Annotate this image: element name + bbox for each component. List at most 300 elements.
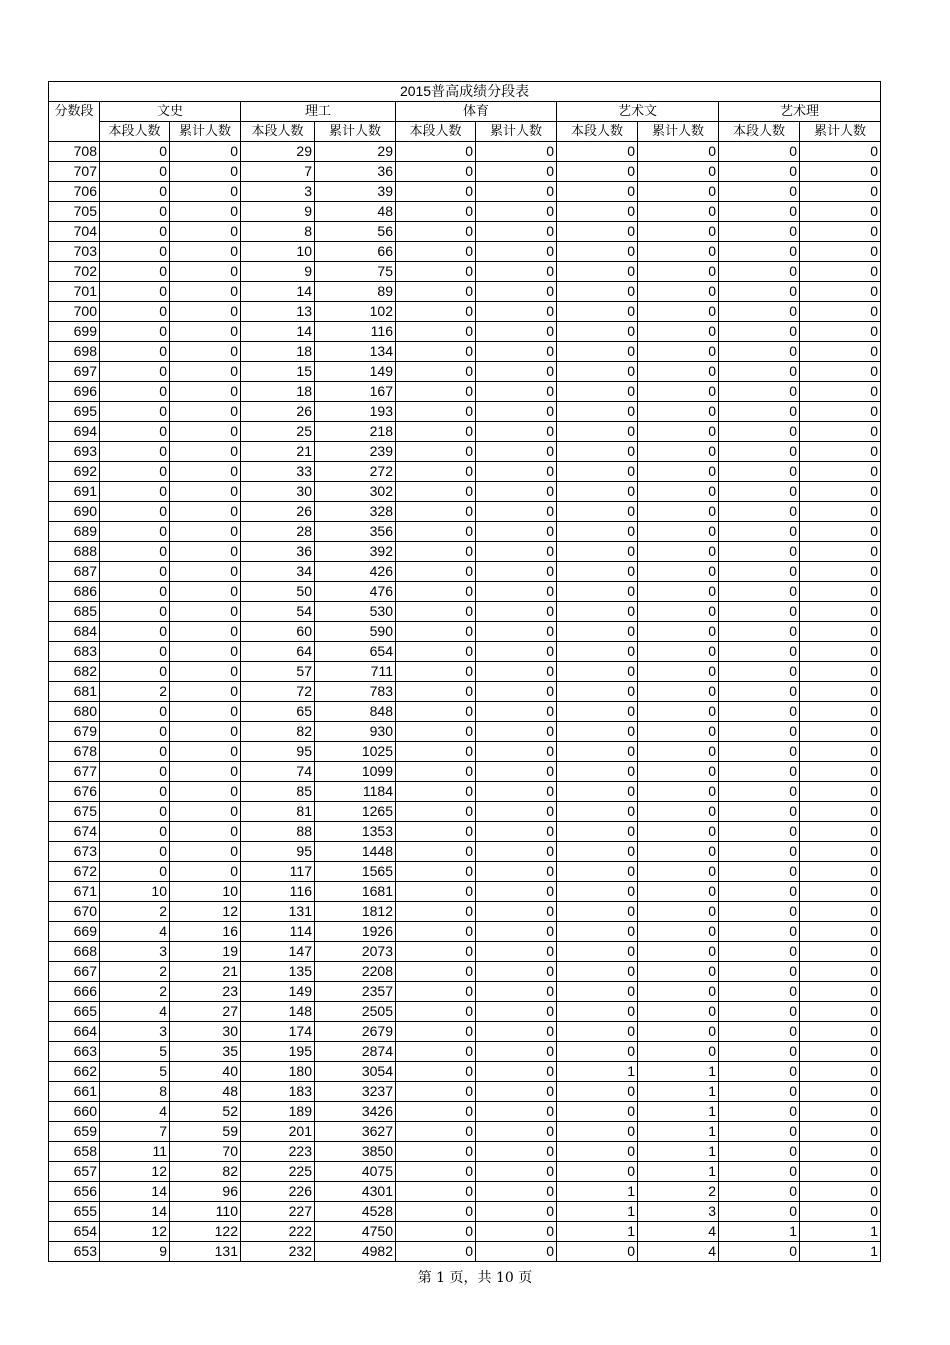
count-cell: 0 [638,942,719,962]
count-cell: 0 [800,162,881,182]
count-cell: 0 [396,1002,476,1022]
count-cell: 82 [241,722,315,742]
count-cell: 117 [241,862,315,882]
count-cell: 1 [638,1142,719,1162]
count-cell: 0 [476,1122,557,1142]
count-cell: 0 [396,1122,476,1142]
score-cell: 708 [49,142,100,162]
count-cell: 0 [170,602,241,622]
count-cell: 0 [557,282,638,302]
count-cell: 0 [170,302,241,322]
count-cell: 64 [241,642,315,662]
count-cell: 0 [557,582,638,602]
count-cell: 0 [100,162,170,182]
count-cell: 11 [100,1142,170,1162]
count-cell: 0 [557,942,638,962]
count-cell: 0 [170,322,241,342]
count-cell: 36 [241,542,315,562]
count-cell: 530 [315,602,396,622]
count-cell: 0 [170,822,241,842]
count-cell: 0 [170,162,241,182]
count-cell: 0 [100,322,170,342]
count-cell: 0 [719,582,800,602]
count-cell: 1 [800,1242,881,1262]
count-cell: 0 [800,962,881,982]
table-row [49,1242,881,1262]
count-cell: 0 [100,382,170,402]
count-cell: 0 [557,442,638,462]
count-cell: 0 [719,162,800,182]
count-cell: 0 [476,342,557,362]
count-cell: 0 [476,802,557,822]
count-cell: 147 [241,942,315,962]
count-cell: 0 [719,622,800,642]
count-cell: 26 [241,402,315,422]
count-cell: 0 [557,822,638,842]
count-cell: 95 [241,842,315,862]
count-cell: 0 [800,142,881,162]
count-cell: 0 [800,242,881,262]
count-cell: 0 [557,1142,638,1162]
count-cell: 3426 [315,1102,396,1122]
count-cell: 110 [170,1202,241,1222]
table-row [49,522,881,542]
count-cell: 82 [170,1162,241,1182]
count-cell: 0 [557,182,638,202]
count-cell: 0 [396,382,476,402]
score-cell: 673 [49,842,100,862]
count-cell: 0 [557,1042,638,1062]
score-cell: 704 [49,222,100,242]
count-cell: 0 [557,602,638,622]
count-cell: 0 [170,802,241,822]
score-cell: 669 [49,922,100,942]
score-cell: 683 [49,642,100,662]
count-cell: 0 [396,902,476,922]
count-cell: 239 [315,442,396,462]
count-cell: 0 [476,982,557,1002]
count-cell: 0 [476,1042,557,1062]
count-cell: 0 [396,882,476,902]
count-cell: 0 [396,1182,476,1202]
count-cell: 0 [100,502,170,522]
count-cell: 0 [557,702,638,722]
score-cell: 702 [49,262,100,282]
count-cell: 1681 [315,882,396,902]
count-cell: 0 [170,242,241,262]
count-cell: 0 [800,502,881,522]
count-cell: 0 [800,1122,881,1142]
table-row [49,342,881,362]
count-cell: 14 [241,282,315,302]
count-cell: 0 [638,822,719,842]
count-cell: 36 [315,162,396,182]
count-cell: 0 [719,242,800,262]
count-cell: 0 [396,502,476,522]
count-cell: 0 [170,782,241,802]
count-cell: 23 [170,982,241,1002]
count-cell: 0 [638,802,719,822]
count-cell: 0 [476,1142,557,1162]
count-cell: 0 [557,362,638,382]
count-cell: 30 [241,482,315,502]
table-row [49,422,881,442]
count-cell: 0 [638,502,719,522]
count-cell: 0 [396,522,476,542]
count-cell: 0 [396,662,476,682]
count-cell: 0 [800,462,881,482]
group-header-wenshi: 文史 [100,102,241,122]
count-cell: 29 [315,142,396,162]
count-cell: 0 [476,322,557,342]
table-row [49,1142,881,1162]
count-cell: 0 [476,162,557,182]
count-cell: 4 [100,1102,170,1122]
score-cell: 679 [49,722,100,742]
count-cell: 0 [396,1242,476,1262]
count-cell: 4 [100,922,170,942]
table-row [49,382,881,402]
count-cell: 0 [638,342,719,362]
score-cell: 706 [49,182,100,202]
count-cell: 75 [315,262,396,282]
table-row [49,1062,881,1082]
count-cell: 0 [719,542,800,562]
table-row [49,162,881,182]
count-cell: 0 [476,1182,557,1202]
count-cell: 0 [396,182,476,202]
count-cell: 0 [100,362,170,382]
count-cell: 0 [476,202,557,222]
table-row [49,902,881,922]
score-cell: 675 [49,802,100,822]
count-cell: 0 [719,182,800,202]
count-cell: 0 [638,1042,719,1062]
count-cell: 4 [638,1222,719,1242]
count-cell: 0 [396,1082,476,1102]
count-cell: 1 [800,1222,881,1242]
count-cell: 0 [719,1002,800,1022]
count-cell: 0 [396,922,476,942]
count-cell: 0 [396,1142,476,1162]
count-cell: 66 [315,242,396,262]
count-cell: 72 [241,682,315,702]
count-cell: 0 [638,262,719,282]
table-row [49,1082,881,1102]
count-cell: 81 [241,802,315,822]
table-row [49,322,881,342]
count-cell: 0 [719,762,800,782]
count-cell: 0 [100,782,170,802]
count-cell: 0 [170,522,241,542]
table-row [49,662,881,682]
count-cell: 222 [241,1222,315,1242]
score-cell: 692 [49,462,100,482]
count-cell: 0 [396,222,476,242]
count-cell: 0 [800,782,881,802]
count-cell: 0 [800,942,881,962]
count-cell: 0 [638,1022,719,1042]
count-cell: 0 [476,562,557,582]
count-cell: 3 [100,942,170,962]
count-cell: 1926 [315,922,396,942]
table-row [49,862,881,882]
count-cell: 131 [170,1242,241,1262]
score-cell: 676 [49,782,100,802]
score-cell: 689 [49,522,100,542]
count-cell: 1 [719,1222,800,1242]
count-cell: 149 [241,982,315,1002]
count-cell: 0 [800,802,881,822]
score-cell: 701 [49,282,100,302]
count-cell: 0 [557,922,638,942]
score-cell: 694 [49,422,100,442]
score-cell: 674 [49,822,100,842]
count-cell: 0 [170,742,241,762]
score-cell: 667 [49,962,100,982]
score-cell: 705 [49,202,100,222]
count-cell: 0 [638,742,719,762]
count-cell: 0 [557,142,638,162]
count-cell: 4982 [315,1242,396,1262]
group-header-tiyu: 体育 [396,102,557,122]
count-cell: 930 [315,722,396,742]
count-cell: 0 [638,422,719,442]
count-cell: 14 [100,1182,170,1202]
count-cell: 0 [396,1022,476,1042]
group-header-yishuli: 艺术理 [719,102,881,122]
count-cell: 0 [638,782,719,802]
count-cell: 0 [100,142,170,162]
count-cell: 0 [638,202,719,222]
count-cell: 39 [315,182,396,202]
count-cell: 0 [557,502,638,522]
count-cell: 0 [800,1082,881,1102]
score-cell: 665 [49,1002,100,1022]
count-cell: 0 [557,902,638,922]
count-cell: 0 [719,262,800,282]
table-row [49,642,881,662]
count-cell: 426 [315,562,396,582]
table-row [49,1102,881,1122]
count-cell: 0 [719,1082,800,1102]
count-cell: 0 [170,402,241,422]
count-cell: 0 [719,1022,800,1042]
count-cell: 0 [719,802,800,822]
count-cell: 0 [719,782,800,802]
count-cell: 654 [315,642,396,662]
table-row [49,242,881,262]
score-cell: 668 [49,942,100,962]
table-row [49,582,881,602]
count-cell: 0 [719,1102,800,1122]
count-cell: 0 [719,1182,800,1202]
count-cell: 0 [638,482,719,502]
table-row [49,982,881,1002]
count-cell: 25 [241,422,315,442]
count-cell: 0 [719,1162,800,1182]
count-cell: 0 [719,482,800,502]
count-cell: 0 [396,722,476,742]
count-cell: 0 [719,642,800,662]
count-cell: 0 [100,222,170,242]
count-cell: 2 [100,982,170,1002]
count-cell: 0 [800,182,881,202]
count-cell: 0 [396,782,476,802]
count-cell: 0 [396,142,476,162]
count-cell: 0 [719,1062,800,1082]
count-cell: 0 [396,202,476,222]
table-row [49,842,881,862]
count-cell: 0 [800,342,881,362]
count-cell: 0 [800,1202,881,1222]
sub-header-segment-count: 本段人数 [719,122,800,142]
count-cell: 12 [100,1162,170,1182]
count-cell: 0 [800,282,881,302]
score-cell: 655 [49,1202,100,1222]
count-cell: 0 [638,702,719,722]
count-cell: 0 [476,402,557,422]
count-cell: 0 [800,482,881,502]
table-row [49,962,881,982]
sub-header-row [49,122,881,142]
count-cell: 0 [638,222,719,242]
table-row [49,282,881,302]
count-cell: 0 [170,582,241,602]
count-cell: 0 [396,862,476,882]
count-cell: 10 [100,882,170,902]
count-cell: 30 [170,1022,241,1042]
table-row [49,702,881,722]
count-cell: 0 [557,342,638,362]
count-cell: 0 [170,342,241,362]
count-cell: 8 [100,1082,170,1102]
count-cell: 0 [170,762,241,782]
count-cell: 183 [241,1082,315,1102]
count-cell: 0 [638,142,719,162]
count-cell: 0 [476,882,557,902]
table-row [49,742,881,762]
count-cell: 0 [476,1102,557,1122]
count-cell: 0 [557,1242,638,1262]
count-cell: 0 [396,942,476,962]
table-row [49,802,881,822]
count-cell: 0 [476,962,557,982]
count-cell: 1 [557,1182,638,1202]
table-row [49,402,881,422]
count-cell: 0 [800,402,881,422]
count-cell: 0 [800,922,881,942]
score-cell: 697 [49,362,100,382]
count-cell: 0 [476,242,557,262]
count-cell: 0 [170,482,241,502]
count-cell: 0 [800,1022,881,1042]
count-cell: 0 [800,1102,881,1122]
count-cell: 0 [476,462,557,482]
score-cell: 687 [49,562,100,582]
count-cell: 116 [241,882,315,902]
sub-header-cumulative-count: 累计人数 [800,122,881,142]
score-cell: 699 [49,322,100,342]
count-cell: 0 [557,962,638,982]
count-cell: 0 [100,482,170,502]
count-cell: 50 [241,582,315,602]
count-cell: 0 [396,1062,476,1082]
table-row [49,602,881,622]
count-cell: 848 [315,702,396,722]
count-cell: 57 [241,662,315,682]
table-row [49,922,881,942]
count-cell: 0 [396,842,476,862]
count-cell: 0 [800,842,881,862]
count-cell: 0 [100,842,170,862]
count-cell: 0 [170,182,241,202]
score-cell: 688 [49,542,100,562]
count-cell: 2679 [315,1022,396,1042]
count-cell: 0 [170,702,241,722]
count-cell: 356 [315,522,396,542]
score-cell: 663 [49,1042,100,1062]
count-cell: 0 [476,642,557,662]
count-cell: 60 [241,622,315,642]
count-cell: 223 [241,1142,315,1162]
count-cell: 3054 [315,1062,396,1082]
count-cell: 2 [100,682,170,702]
count-cell: 0 [476,682,557,702]
count-cell: 27 [170,1002,241,1022]
count-cell: 0 [396,322,476,342]
count-cell: 0 [396,282,476,302]
count-cell: 0 [396,562,476,582]
count-cell: 0 [396,1202,476,1222]
score-cell: 658 [49,1142,100,1162]
count-cell: 0 [557,1162,638,1182]
count-cell: 0 [638,282,719,302]
count-cell: 0 [719,862,800,882]
table-row [49,202,881,222]
count-cell: 783 [315,682,396,702]
count-cell: 102 [315,302,396,322]
count-cell: 2 [638,1182,719,1202]
count-cell: 1 [638,1062,719,1082]
count-cell: 0 [557,422,638,442]
count-cell: 0 [100,742,170,762]
count-cell: 10 [241,242,315,262]
count-cell: 148 [241,1002,315,1022]
count-cell: 0 [719,442,800,462]
count-cell: 476 [315,582,396,602]
count-cell: 0 [638,982,719,1002]
count-cell: 0 [638,302,719,322]
count-cell: 0 [396,602,476,622]
count-cell: 189 [241,1102,315,1122]
count-cell: 174 [241,1022,315,1042]
count-cell: 85 [241,782,315,802]
count-cell: 9 [241,202,315,222]
count-cell: 0 [170,362,241,382]
count-cell: 0 [476,842,557,862]
score-cell: 691 [49,482,100,502]
count-cell: 226 [241,1182,315,1202]
count-cell: 0 [557,782,638,802]
count-cell: 0 [557,522,638,542]
count-cell: 1 [638,1082,719,1102]
table-row [49,1182,881,1202]
count-cell: 0 [170,202,241,222]
count-cell: 0 [638,522,719,542]
score-cell: 680 [49,702,100,722]
count-cell: 0 [719,822,800,842]
